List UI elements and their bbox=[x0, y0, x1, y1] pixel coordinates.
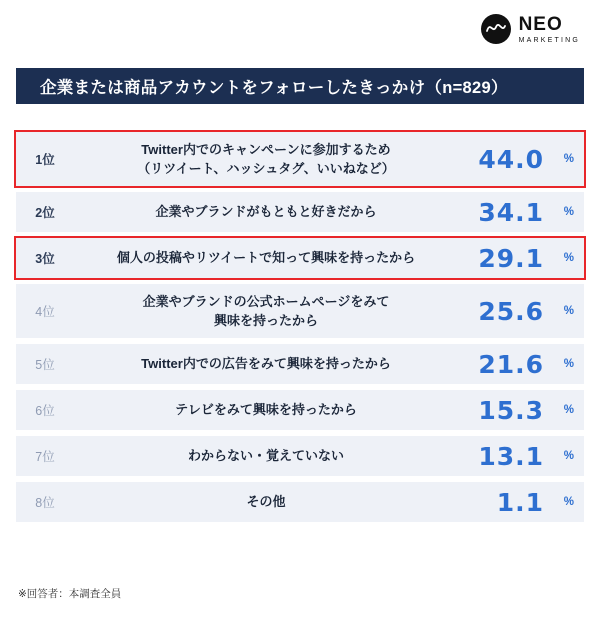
percent-sign: % bbox=[563, 153, 574, 165]
row-value: 15.3 bbox=[478, 395, 544, 425]
percent-sign: % bbox=[563, 404, 574, 416]
row-rank: 6位 bbox=[35, 404, 55, 418]
row-label-line1: 企業やブランドがもともと好きだから bbox=[155, 204, 377, 220]
row-rank: 7位 bbox=[35, 450, 55, 464]
row-label-line1: その他 bbox=[246, 494, 286, 510]
row-rank: 5位 bbox=[35, 358, 55, 372]
row-label-line1: わからない・覚えていない bbox=[187, 448, 344, 464]
row-value: 34.1 bbox=[478, 197, 544, 227]
row-label-line2: 興味を持ったから bbox=[213, 313, 318, 328]
row-rank: 4位 bbox=[35, 305, 55, 319]
table-row bbox=[16, 238, 584, 278]
table-row bbox=[16, 284, 584, 338]
table-row bbox=[16, 436, 584, 476]
row-value: 25.6 bbox=[478, 296, 544, 326]
row-label-line1: テレビをみて興味を持ったから bbox=[175, 402, 357, 418]
brand-logo bbox=[481, 14, 580, 44]
row-label-line1: Twitter内でのキャンペーンに参加するため bbox=[141, 141, 391, 157]
table-row bbox=[16, 132, 584, 186]
row-label bbox=[74, 492, 458, 512]
table-row bbox=[16, 344, 584, 384]
chart-title-bar bbox=[16, 68, 584, 104]
table-row bbox=[16, 482, 584, 522]
percent-sign: % bbox=[563, 496, 574, 508]
row-rank: 8位 bbox=[35, 496, 55, 510]
row-label-line1: 個人の投稿やリツイートで知って興味を持ったから bbox=[116, 250, 416, 266]
row-rank: 3位 bbox=[35, 252, 55, 266]
row-label-line2: （リツイート、ハッシュタグ、いいねなど） bbox=[137, 161, 395, 176]
row-label bbox=[74, 446, 458, 466]
logo-brand-sub: MARKETING bbox=[518, 36, 580, 44]
row-label bbox=[74, 140, 458, 179]
table-row bbox=[16, 390, 584, 430]
table-row bbox=[16, 192, 584, 232]
row-rank: 1位 bbox=[35, 153, 55, 167]
percent-sign: % bbox=[563, 252, 574, 264]
row-label-line1: 企業やブランドの公式ホームページをみて bbox=[142, 293, 390, 309]
logo-brand-name: NEO bbox=[518, 13, 563, 35]
row-label bbox=[74, 202, 458, 222]
row-label-line1: Twitter内での広告をみて興味を持ったから bbox=[141, 356, 391, 372]
row-value: 21.6 bbox=[478, 349, 544, 379]
ranking-chart bbox=[16, 132, 584, 528]
row-label bbox=[74, 248, 458, 268]
page-title: 企業または商品アカウントをフォローしたきっかけ（n=829） bbox=[40, 79, 508, 97]
row-value: 1.1 bbox=[496, 487, 544, 517]
row-value: 29.1 bbox=[478, 243, 544, 273]
percent-sign: % bbox=[563, 206, 574, 218]
row-rank: 2位 bbox=[35, 206, 55, 220]
row-label bbox=[74, 400, 458, 420]
row-label bbox=[74, 292, 458, 331]
percent-sign: % bbox=[563, 305, 574, 317]
wave-icon bbox=[481, 14, 511, 44]
row-label bbox=[74, 354, 458, 374]
row-value: 44.0 bbox=[478, 144, 544, 174]
footnote: ※回答者：本調査全員 bbox=[18, 588, 122, 600]
percent-sign: % bbox=[563, 450, 574, 462]
percent-sign: % bbox=[563, 358, 574, 370]
row-value: 13.1 bbox=[478, 441, 544, 471]
